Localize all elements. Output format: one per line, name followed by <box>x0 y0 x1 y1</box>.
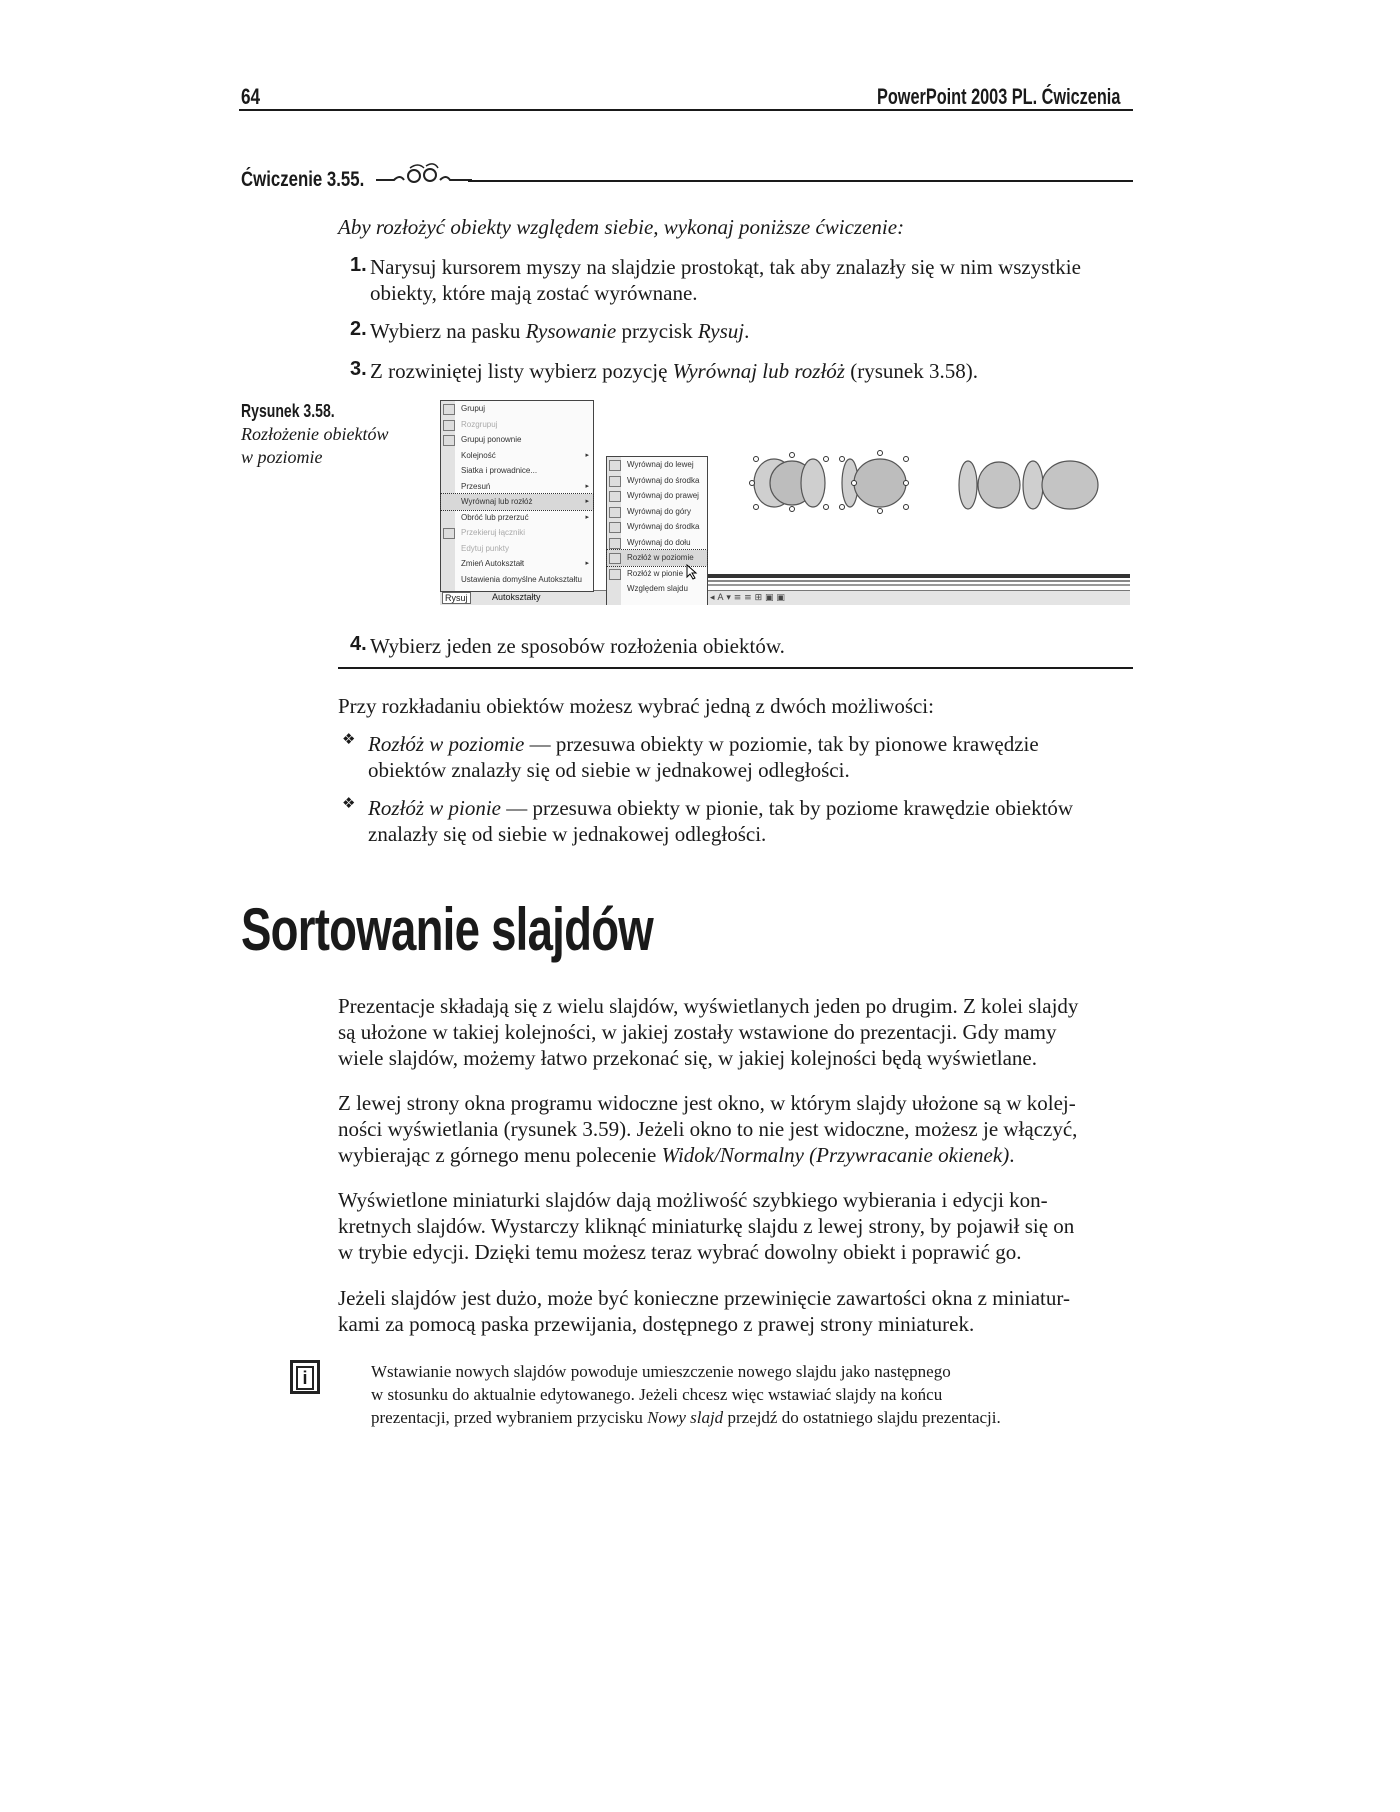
bullet-icon: ❖ <box>342 794 356 812</box>
submenu-item[interactable]: Względem slajdu <box>627 584 688 593</box>
figure-screenshot <box>440 400 1130 605</box>
align-submenu <box>606 456 708 605</box>
section-paragraph: Wyświetlone miniaturki slajdów dają możliwość szybkiego wybierania i edycji kon- kretnych slajdów. Wystarczy kliknąć miniaturkę slajdu z lewej strony, by pojawił się on w trybie edycji. Dzięki temu możesz teraz wybrać dowolny obiekt i poprawić go. <box>338 1188 1075 1264</box>
draw-menu <box>440 400 594 592</box>
step-number: 4. <box>350 633 367 655</box>
section-heading: Sortowanie slajdów <box>241 896 654 963</box>
header-rule <box>239 109 1133 111</box>
submenu-item[interactable]: Rozłóż w pionie <box>607 566 707 582</box>
step-number: 2. <box>350 318 367 340</box>
exercise-intro: Aby rozłożyć obiekty względem siebie, wykonaj poniższe ćwiczenie: <box>338 215 905 239</box>
running-title: PowerPoint 2003 PL. Ćwiczenia <box>877 84 1121 109</box>
figure-label: Rysunek 3.58. <box>241 401 335 421</box>
section-paragraph: Prezentacje składają się z wielu slajdów, wyświetlanych jeden po drugim. Z kolei slajdy są ułożone w takiej kolejności, w jakiej zostały wstawione do prezentacji. Gdy mamy wiele slajdów, możemy łatwo przekonać się, w jakiej kolejności będą wyświetlane. <box>338 994 1079 1070</box>
section-paragraph: Jeżeli slajdów jest dużo, może być konieczne przewinięcie zawartości okna z miniatur- kami za pomocą paska przewijania, dostępnego z prawej strony miniaturek. <box>338 1286 1070 1336</box>
submenu-item-selected[interactable]: Rozłóż w poziomie <box>607 550 707 566</box>
menu-item[interactable]: Edytuj punkty <box>461 543 510 553</box>
step-number: 3. <box>350 358 367 380</box>
difficulty-ornament-icon <box>374 162 474 186</box>
toolbar-tools-icon: ◂ A ▾ ≡ ≡ ⊞ ▣ ▣ <box>710 593 785 603</box>
step-text: Wybierz jeden ze sposobów rozłożenia obiektów. <box>370 634 785 658</box>
info-icon-glyph: i <box>296 1366 314 1390</box>
menu-item[interactable]: Przekieruj łączniki <box>441 525 593 541</box>
figure-caption: w poziomie <box>241 447 323 467</box>
rysuj-button[interactable]: Rysuj <box>442 592 471 604</box>
step-text: Wybierz na pasku Rysowanie przycisk Rysuj. <box>370 319 750 343</box>
bullet-icon: ❖ <box>342 730 356 748</box>
bullet-item: Rozłóż w poziomie — przesuwa obiekty w poziomie, tak by pionowe krawędzie <box>368 732 1039 756</box>
options-intro: Przy rozkładaniu obiektów możesz wybrać jedną z dwóch możliwości: <box>338 694 934 718</box>
bullet-item: Rozłóż w pionie — przesuwa obiekty w pionie, tak by poziome krawędzie obiektów <box>368 796 1074 820</box>
autoksztalty-button[interactable]: Autokształty <box>492 592 541 602</box>
step-number: 1. <box>350 254 367 276</box>
bullet-item-cont: obiektów znalazły się od siebie w jednakowej odległości. <box>368 758 850 782</box>
submenu-item[interactable]: Wyrównaj do prawej <box>607 488 707 504</box>
step-text: Z rozwiniętej listy wybierz pozycję Wyrównaj lub rozłóż (rysunek 3.58). <box>370 359 978 383</box>
submenu-item[interactable]: Wyrównaj do góry <box>607 504 707 520</box>
menu-item[interactable]: Obróć lub przerzuć ▸ <box>461 512 589 522</box>
submenu-item[interactable]: Wyrównaj do środka <box>607 473 707 489</box>
figure-caption: Rozłożenie obiektów <box>241 424 389 444</box>
menu-item[interactable]: Ustawienia domyślne Autokształtu <box>461 574 582 584</box>
step-text-cont: obiekty, które mają zostać wyrównane. <box>370 281 698 305</box>
shapes-illustration <box>740 425 1130 560</box>
menu-item-selected[interactable]: Wyrównaj lub rozłóż ▸ <box>441 494 593 510</box>
exercise-end-rule <box>338 667 1133 669</box>
menu-item[interactable]: Grupuj <box>441 401 593 417</box>
menu-item[interactable]: Grupuj ponownie <box>441 432 593 448</box>
submenu-item[interactable]: Wyrównaj do środka <box>607 519 707 535</box>
menu-item[interactable]: Przesuń ▸ <box>461 481 589 491</box>
menu-item[interactable]: Rozgrupuj <box>441 417 593 433</box>
note-text: Wstawianie nowych slajdów powoduje umieszczenie nowego slajdu jako następnego w stosunku do aktualnie edytowanego. Jeżeli chcesz więc wstawiać slajdy na końcu prezentacji, przed wybraniem przycisku Nowy slajd przejdź do ostatniego slajdu prezentacji. <box>371 1362 1001 1427</box>
page-number: 64 <box>241 84 261 109</box>
menu-item[interactable]: Kolejność ▸ <box>461 450 589 460</box>
drawing-toolbar <box>440 590 1130 605</box>
menu-item[interactable]: Zmień Autokształt ▸ <box>461 559 589 568</box>
bullet-item-cont: znalazły się od siebie w jednakowej odległości. <box>368 822 767 846</box>
section-paragraph: Z lewej strony okna programu widoczne jest okno, w którym slajdy ułożone są w kolej- ności wyświetlania (rysunek 3.59). Jeżeli okno to nie jest widoczne, możesz je włączyć, wybierając z górnego menu polecenie Widok/Normalny (Przywracanie okienek). <box>338 1091 1078 1167</box>
exercise-title: Ćwiczenie 3.55. <box>241 168 365 191</box>
exercise-title-rule <box>468 180 1133 182</box>
step-text: Narysuj kursorem myszy na slajdzie prostokąt, tak aby znalazły się w nim wszystkie <box>370 255 1081 279</box>
menu-item[interactable]: Siatka i prowadnice... <box>461 466 538 475</box>
submenu-item[interactable]: Wyrównaj do lewej <box>607 457 707 473</box>
info-icon <box>290 1360 320 1394</box>
mouse-cursor-icon <box>686 564 698 580</box>
submenu-item[interactable]: Wyrównaj do dołu <box>607 535 707 551</box>
